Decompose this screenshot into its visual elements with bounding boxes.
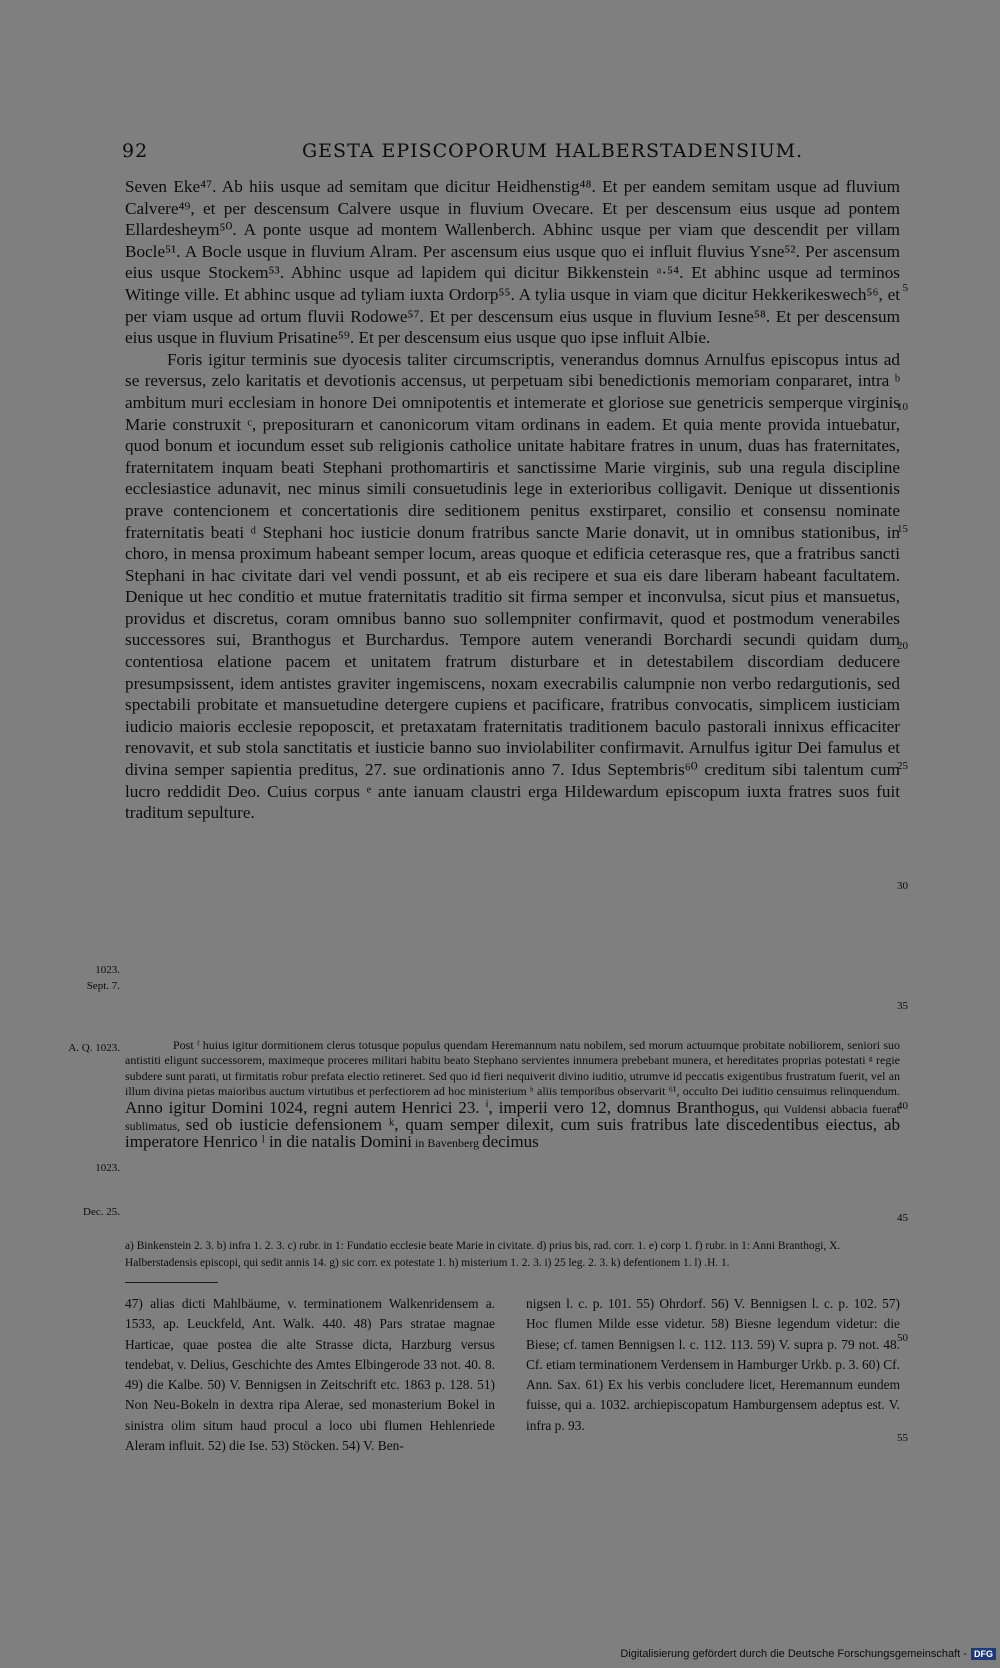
continuation-text: sed ob iusticie defensionem ᵏ, quam semper dilexit, cum suis fratribus late discedentibus eiectus, ab imperatore Henrico ˡ in die natalis Domini [125,1115,900,1152]
margin-source: A. Q. 1023. [68,1042,120,1054]
footnotes-right-column: nigsen l. c. p. 101. 55) Ohrdorf. 56) V. Bennigsen l. c. p. 102. 57) Hoc flumen Milde esse videtur. 58) Biesne legendum videtur: die Biese; cf. tamen Bennigsen l. c. 112. 113. 59) V. supra p. 79 not. 48. Cf. etiam terminationem Verdensem in Hamburger Urkb. p. 3. 60) Cf. Ann. Sax. 61) Ex his verbis concludere licet, Heremannum eundem fuisse, qui a. 1032. archiepiscopatum Hamburgensem adeptus est. V. infra p. 93. [526,1296,900,1433]
footnote-divider [125,1282,218,1283]
page-number: 92 [122,140,149,162]
continuation-aside: in Bavenberg [415,1136,480,1151]
line-number: 15 [897,523,908,535]
line-number: 35 [897,1000,908,1012]
running-title: GESTA EPISCOPORUM HALBERSTADENSIUM. [302,140,804,162]
variant-apparatus: a) Binkenstein 2. 3. b) infra 1. 2. 3. c) rubr. in 1: Fundatio ecclesie beate Marie in civitate. d) prius bis, rad. corr. 1. e) corp 1. f) rubr. in 1: Anni Branthogi, X. Halberstadensis episcopi, qui sedit annis 14. g) sic corr. ex potestate 1. h) misterium 1. 2. 3. i) 25 leg. 2. 3. k) defentionem 1. l) .H. 1. [125,1240,841,1269]
line-number: 25 [897,760,908,772]
boundary-paragraph: Seven Eke⁴⁷. Ab hiis usque ad semitam que dicitur Heidhenstig⁴⁸. Et per eandem semitam usque ad fluvium Calvere⁴⁹, et per descensum Calvere usque in fluvium Ovecare. Et per descensum eius usque ad pontem Ellardesheym⁵⁰. A ponte usque ad montem Wallenberch. Abhinc usque per viam que descendit per villam Bocle⁵¹. A Bocle usque in fluvium Alram. Per ascensum eius usque quo ei influit fluvius Ysne⁵². Per ascensum eius usque Stockem⁵³. Abhinc usque ad lapidem qui dicitur Bikkenstein ᵃ·⁵⁴. Et abhinc usque ad terminos Witinge ville. Et abhinc usque ad tyliam iuxta Ordorp⁵⁵. A tylia usque in viam que dicitur Hekkerikeswech⁵⁶, et per viam usque ad ortum fluvii Rodowe⁵⁷. Et per descensum eius usque in fluvium Iesne⁵⁸. Et per descensum eius usque in fluvium Prisatine⁵⁹. Et per descensum eius usque quo ipse influit Albie. [125,177,900,348]
line-number: 55 [897,1432,908,1444]
margin-date: 1023. [95,1162,120,1174]
foundation-paragraph: Foris igitur terminis sue dyocesis taliter circumscriptis, venerandus domnus Arnulfus episcopus intus ad se reversus, zelo karitatis et devotionis accensus, ut perpetuam sibi benedictionis memoriam conpararet, intra ᵇ ambitum muri ecclesiam in honore Dei omnipotentis et intemerate et gloriose sue genetricis semperque virginis Marie construxit ᶜ, prepositurarn et canonicorum vitam ordinans in eadem. Et quia mente provida intuebatur, quod bonum et iocundum esset sub religionis catholice unitate habitare fratres in unum, duas has fraternitates, fraternitatem inquam beati Stephani prothomartiris et sanctissime Marie virginis, sub una regula discipline ecclesiastice adunavit, nec minus simili consuetudinis lege in exterioribus colligavit. Denique ut dissentionis prave contencionem et concertationis dire seditionem penitus exstirparet, consilio et consensu nominate fraternitatis beati ᵈ Stephani hoc iusticie donum fratribus sancte Marie donavit, ut in omnibus stationibus, in choro, in mensa proximum habeant semper locum, areas quoque et edificia ceterasque res, que a fratribus sancti Stephani in hac civitate dari vel vendi possunt, et ab eis recipere et sua eis dare liberam habeant facultatem. Denique ut hec conditio et mutue fraternitatis traditio sit firma semper et inconvulsa, sicut pius et mansuetus, providus et discretus, coram omnibus banno suo sollempniter confirmavit, quod et postmodum venerabiles successores sui, Branthogus et Burchardus. Tempore autem venerandi Borchardi secundi quidam dum contentiosa elatione pacem et unitatem fratrum disturbare et in detestabilem discordiam deducere presumpsissent, idem antistes graviter ingemiscens, noxam execrabilis calumpnie non verbo redargutionis, sed spectabili probitate et mansuetudine detergere cupiens et pacificare, fratribus convocatis, simplicem iusticiam iudicio maioris ecclesie repoposcit, et pretaxatam fraternitatis traditionem baculo pastorali innixus efficaciter renovavit, et sub stola sanctitatis et iusticie banno suo inviolabiliter confirmavit. Arnulfus igitur Dei famulus et divina semper sapientia preditus, 27. sue ordinationis anno 7. Idus Septembris⁶⁰ creditum sibi talentum cum lucro reddidit Deo. Cuius corpus ᵉ ante ianuam claustri erga Hildewardum episcopum iuxta fratres suos fuit traditum sepulture. [125,349,900,823]
continuation-text: Anno igitur Domini 1024, regni autem Henrici 23. ⁱ, imperii vero 12, domnus Branthogus, [125,1097,760,1117]
main-text [125,176,900,824]
credit-text: Digitalisierung gefördert durch die Deutsche Forschungsgemeinschaft - [620,1648,967,1660]
margin-date: Dec. 25. [83,1206,120,1218]
footnotes-left-column: 47) alias dicti Mahlbäume, v. terminationem Walkenridensem a. 1533, ap. Leuckfeld, Ant. Walk. 440. 48) Pars stratae magnae Harticae, quae postea die alte Strasse dicta, Harzburg versus tendebat, v. Delius, Geschichte des Amtes Elbingerode 33 not. 40. 8. 49) die Kalbe. 50) V. Bennigsen in Zeitschrift etc. 1863 p. 128. 51) Non Neu-Bokeln in dextra ripa Alerae, sed monasterium Bokel in sinistra olim situm haud procul a loco ubi flumen Hehlenriede Aleram influit. 52) die Ise. 53) Stöcken. 54) V. Ben- [125,1296,495,1454]
line-number: 20 [897,640,908,652]
small-print-passage [125,1038,900,1152]
margin-date: Sept. 7. [86,980,120,992]
margin-date: 1023. [95,964,120,976]
running-header [122,140,902,164]
continuation-text: decimus [482,1132,539,1152]
line-number: 50 [897,1332,908,1344]
digitization-credit [620,1646,996,1662]
dfg-logo: DFG [971,1648,996,1660]
small-paragraph [125,1038,900,1152]
line-number: 10 [897,401,908,413]
line-number: 30 [897,880,908,892]
small-paragraph-text: Post ᶠ huius igitur dormitionem clerus totusque populus quendam Heremannum natu nobilem, sed morum actuumque probitate nobiliorem, seniori suo antistiti eligunt successorem, maximeque proceres militari habitu beato Stephano servientes innumera prebebant munera, et hereditates proprias potestati ᵍ regie subdere sunt parati, ut firmitatis robur prefata electio retineret. Sed quo id fieri nequiverit divino iuditio, utrumve id peccatis exigentibus frustratum fuerit, vel an illum divina pietas maioribus auctum virtutibus et perfectiorem ad hoc ministerium ʰ aliis temporibus observarit ⁶¹, occulto Dei iuditio censuimus relinquendum. [125,1038,900,1099]
continuation-aside: qui Vuldensi abbacia fuerat sublimatus, [125,1101,901,1134]
line-number: 5 [902,282,908,294]
line-number: 40 [897,1100,908,1112]
line-number: 45 [897,1212,908,1224]
